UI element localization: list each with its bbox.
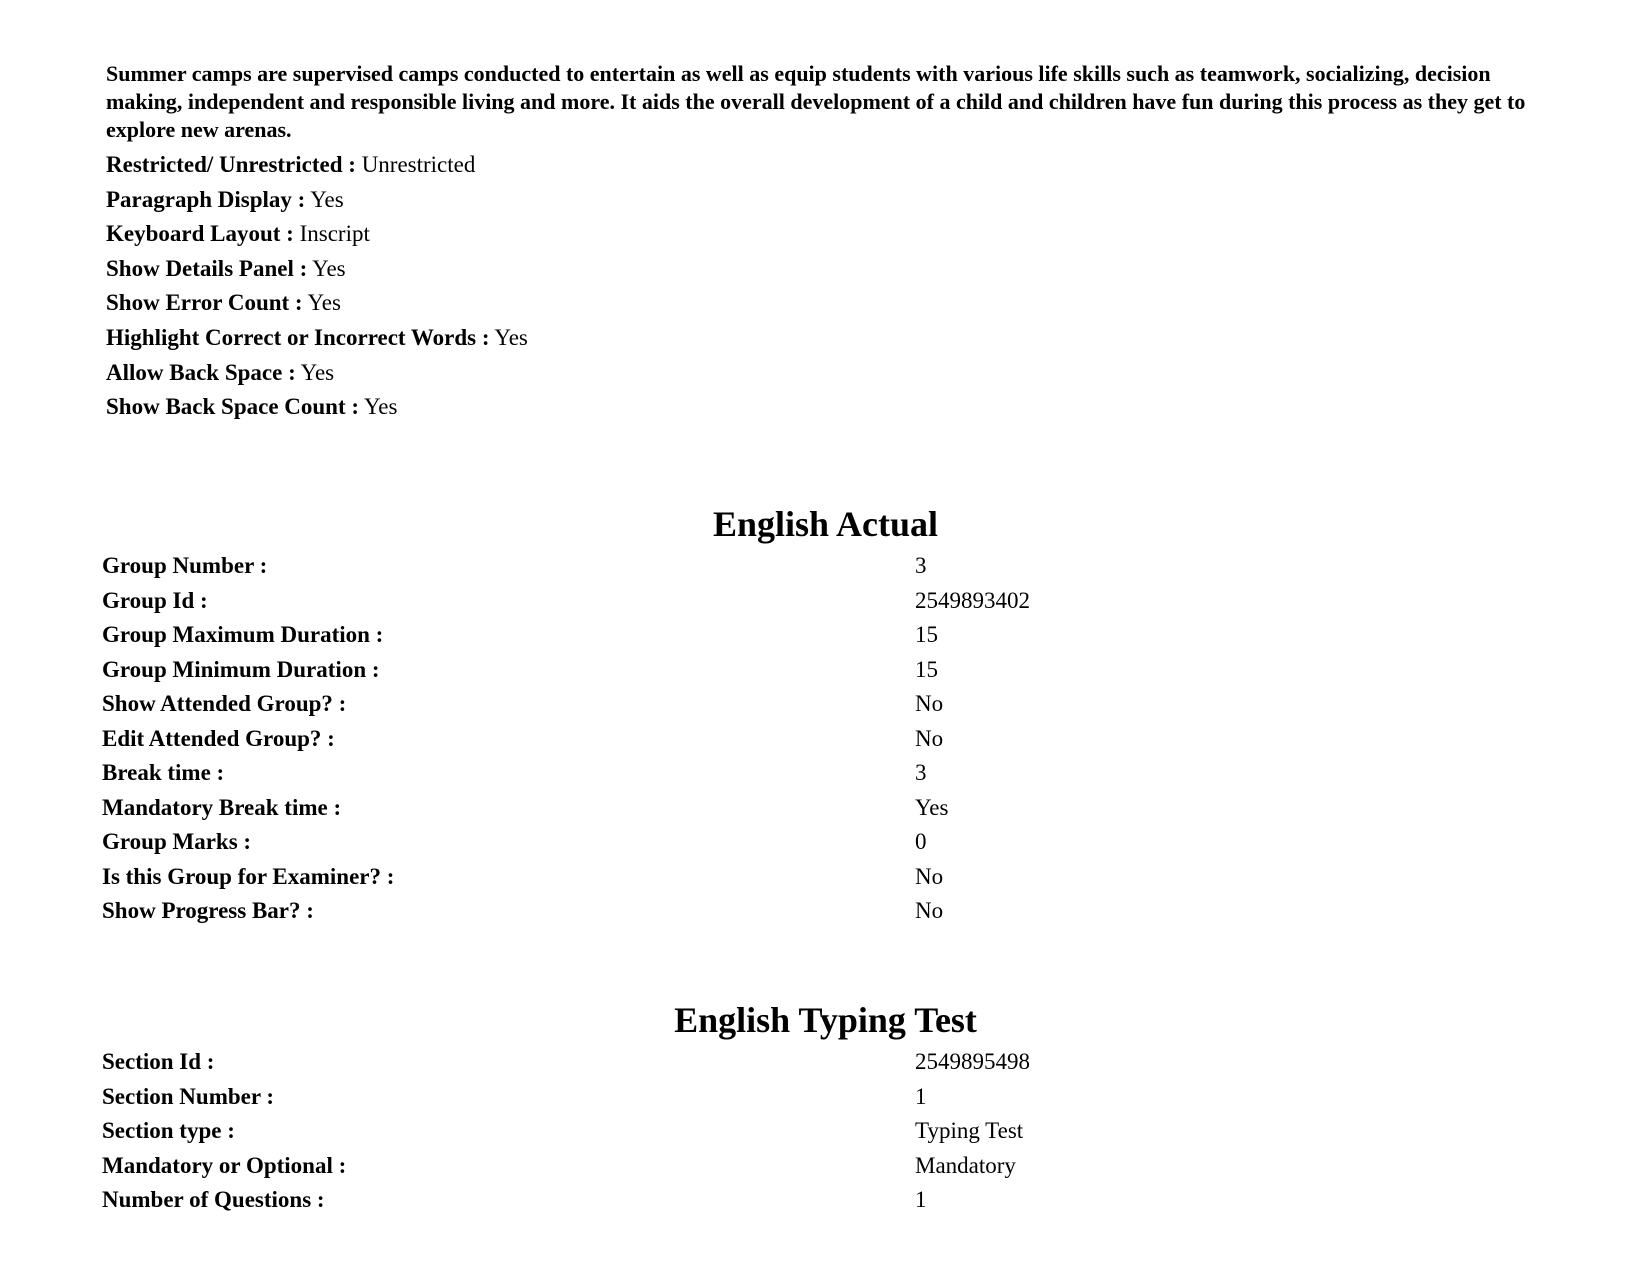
section-title: English Typing Test: [674, 1000, 977, 1040]
typing-settings-list: [106, 148, 528, 425]
group-label: Edit Attended Group? :: [102, 725, 335, 751]
group-label: Mandatory Break time :: [102, 794, 342, 820]
setting-value: Yes: [494, 324, 528, 350]
group-label: Group Maximum Duration :: [102, 622, 384, 647]
group-label: Show Progress Bar? :: [102, 898, 314, 923]
section-label: Mandatory or Optional :: [102, 1152, 347, 1178]
setting-show-details-panel: [106, 252, 528, 287]
group-value: 0: [915, 829, 927, 854]
group-value: No: [915, 691, 944, 716]
setting-value: Yes: [300, 359, 335, 385]
group-value: No: [915, 863, 944, 889]
table-row: [102, 825, 1030, 860]
section-value: Mandatory: [915, 1152, 1016, 1178]
section-label: Number of Questions :: [102, 1187, 325, 1212]
setting-show-back-space-count: [106, 390, 528, 425]
group-label: Group Minimum Duration :: [102, 656, 380, 682]
table-row: [102, 549, 1030, 584]
group-label: Group Marks :: [102, 829, 252, 854]
setting-value: Yes: [363, 394, 398, 420]
table-row: [102, 1080, 1030, 1115]
group-details-table: [102, 549, 1030, 929]
group-value: 15: [915, 656, 938, 682]
setting-paragraph-display: [106, 183, 528, 218]
setting-value: Unrestricted: [361, 152, 476, 177]
group-label: Is this Group for Examiner? :: [102, 863, 395, 889]
setting-label: Highlight Correct or Incorrect Words :: [106, 324, 490, 350]
setting-value: Yes: [307, 290, 341, 316]
section-value: 1: [915, 1083, 927, 1109]
setting-show-error-count: [106, 286, 528, 321]
group-value: 15: [915, 622, 938, 647]
setting-label: Show Back Space Count :: [106, 394, 360, 420]
setting-allow-back-space: [106, 356, 528, 391]
setting-label: Keyboard Layout :: [106, 221, 294, 247]
setting-label: Show Error Count :: [106, 290, 303, 316]
group-value: No: [915, 898, 944, 923]
table-row: [102, 653, 1030, 688]
intro-paragraph: Summer camps are supervised camps conducted to entertain as well as equip students with various life skills such as teamwork, socializing, decision making, independent and responsible living and more. It aids the overall development of a child and children have fun during this process as they get to explore new arenas.: [106, 61, 1526, 142]
section-details-table: [102, 1045, 1030, 1218]
section-value: 1: [915, 1187, 927, 1212]
group-value: Yes: [915, 794, 949, 820]
setting-label: Restricted/ Unrestricted :: [106, 152, 356, 177]
setting-label: Allow Back Space :: [106, 359, 296, 385]
table-row: [102, 894, 1030, 929]
table-row: [102, 1149, 1030, 1184]
table-row: [102, 618, 1030, 653]
table-row: [102, 756, 1030, 791]
group-label: Show Attended Group? :: [102, 691, 347, 716]
setting-restricted: [106, 148, 528, 183]
table-row: [102, 860, 1030, 895]
setting-highlight-words: [106, 321, 528, 356]
group-label: Group Number :: [102, 553, 268, 578]
table-row: [102, 722, 1030, 757]
group-value: No: [915, 725, 944, 751]
section-label: Section Number :: [102, 1083, 275, 1109]
setting-value: Yes: [310, 186, 344, 212]
group-title: English Actual: [712, 504, 939, 544]
table-row: [102, 1045, 1030, 1080]
section-value: Typing Test: [915, 1118, 1024, 1143]
setting-value: Inscript: [299, 221, 370, 247]
section-label: Section Id :: [102, 1049, 215, 1074]
setting-label: Show Details Panel :: [106, 255, 308, 281]
table-row: [102, 1114, 1030, 1149]
group-value: 3: [915, 553, 927, 578]
group-label: Break time :: [102, 760, 225, 785]
table-row: [102, 584, 1030, 619]
section-value: 2549895498: [915, 1049, 1030, 1074]
group-label: Group Id :: [102, 587, 208, 613]
section-label: Section type :: [102, 1118, 235, 1143]
group-value: 3: [915, 760, 927, 785]
table-row: [102, 791, 1030, 826]
setting-value: Yes: [312, 255, 346, 281]
setting-keyboard-layout: [106, 217, 528, 252]
group-value: 2549893402: [915, 587, 1030, 613]
table-row: [102, 687, 1030, 722]
setting-label: Paragraph Display :: [106, 186, 306, 212]
table-row: [102, 1183, 1030, 1218]
